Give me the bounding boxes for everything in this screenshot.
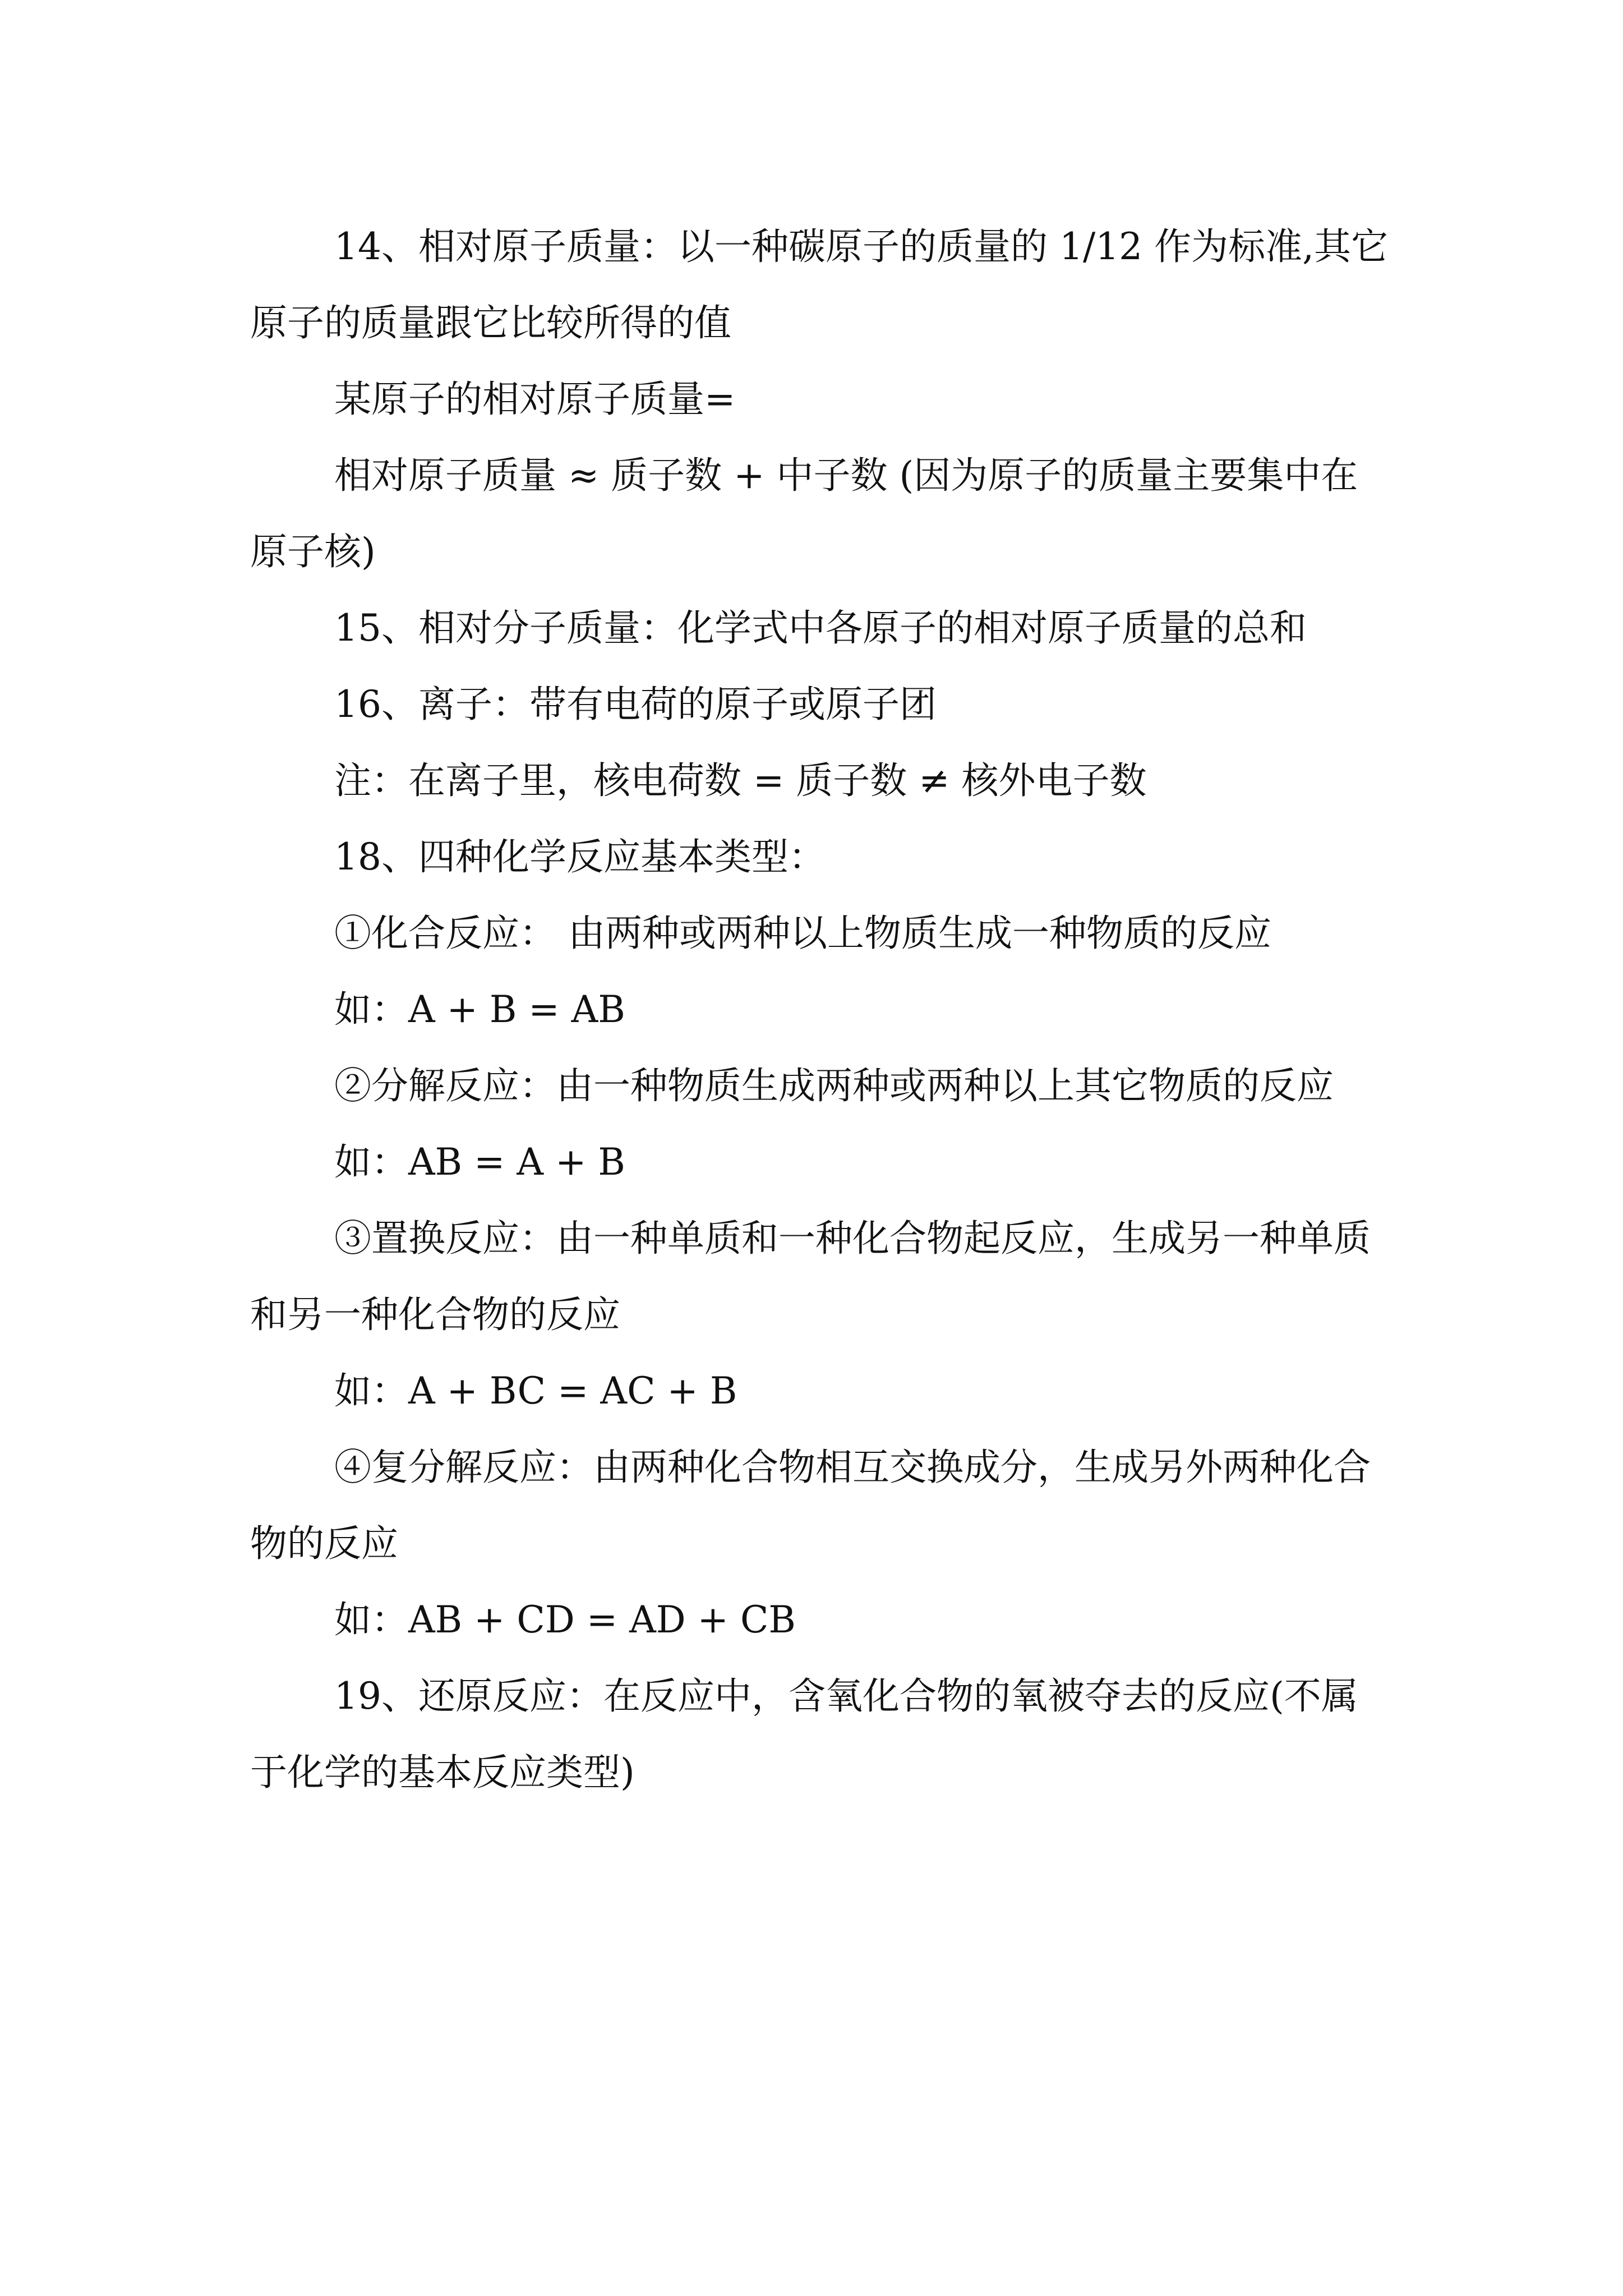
paragraph-ion-note: 注：在离子里，核电荷数 = 质子数 ≠ 核外电子数 xyxy=(334,759,1147,802)
document-body xyxy=(250,209,1389,1811)
paragraph-displacement-example: 如：A + BC = AC + B xyxy=(334,1369,737,1412)
paragraph-double-decomposition-example: 如：AB + CD = AD + CB xyxy=(334,1598,796,1641)
paragraph-decomposition-reaction: ②分解反应：由一种物质生成两种或两种以上其它物质的反应 xyxy=(334,1064,1334,1107)
paragraph-relative-atomic-mass-approximation: 相对原子质量 ≈ 质子数 + 中子数 (因为原子的质量主要集中在原子核) xyxy=(250,454,1358,573)
paragraph-combination-reaction: ①化合反应： 由两种或两种以上物质生成一种物质的反应 xyxy=(334,912,1271,955)
paragraph-decomposition-example: 如：AB = A + B xyxy=(334,1140,625,1184)
paragraph-reaction-types-heading: 18、四种化学反应基本类型： xyxy=(334,835,826,878)
paragraph-ion-definition: 16、离子：带有电荷的原子或原子团 xyxy=(334,683,937,726)
paragraph-reduction-reaction: 19、还原反应：在反应中，含氧化合物的氧被夺去的反应(不属于化学的基本反应类型) xyxy=(250,1674,1358,1794)
paragraph-displacement-reaction: ③置换反应：由一种单质和一种化合物起反应，生成另一种单质和另一种化合物的反应 xyxy=(250,1217,1371,1336)
paragraph-combination-example: 如：A + B = AB xyxy=(334,988,625,1031)
paragraph-double-decomposition-reaction: ④复分解反应：由两种化合物相互交换成分，生成另外两种化合物的反应 xyxy=(250,1446,1371,1565)
paragraph-relative-molecular-mass: 15、相对分子质量：化学式中各原子的相对原子质量的总和 xyxy=(334,606,1307,650)
paragraph-relative-atomic-mass-definition: 14、相对原子质量：以一种碳原子的质量的 1/12 作为标准,其它原子的质量跟它比较所得的值 xyxy=(250,225,1389,344)
paragraph-relative-atomic-mass-formula: 某原子的相对原子质量= xyxy=(334,378,736,421)
